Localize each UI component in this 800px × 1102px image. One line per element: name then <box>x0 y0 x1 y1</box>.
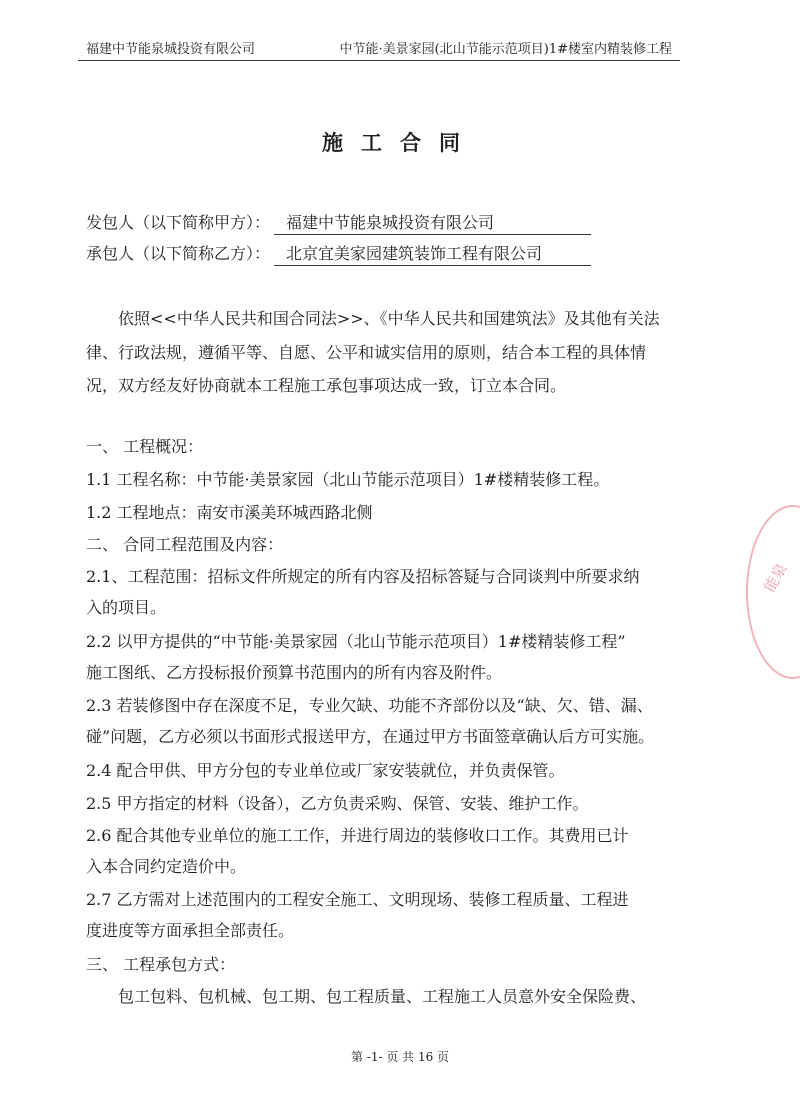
section-1-heading: 一、 工程概况： <box>86 437 204 456</box>
item-2-2-line-1: 2.2 以甲方提供的“中节能·美景家园（北山节能示范项目）1#楼精装修工程” <box>86 632 626 651</box>
item-2-1-line-1: 2.1、工程范围：招标文件所规定的所有内容及招标答疑与合同谈判中所要求纳 <box>86 567 640 586</box>
item-2-1-line-2: 入的项目。 <box>86 598 167 617</box>
preamble-line-1: 依照<<中华人民共和国合同法>>、《中华人民共和国建筑法》及其他有关法 <box>118 309 660 328</box>
item-2-5: 2.5 甲方指定的材料（设备），乙方负责采购、保管、安装、维护工作。 <box>86 794 589 813</box>
item-2-4: 2.4 配合甲供、甲方分包的专业单位或厂家安装就位，并负责保管。 <box>86 761 565 780</box>
item-2-2-line-2: 施工图纸、乙方投标报价预算书范围内的所有内容及附件。 <box>86 663 503 682</box>
page-number: 第 -1- 页 共 16 页 <box>350 1050 450 1064</box>
preamble-line-2: 律、行政法规，遵循平等、自愿、公平和诚实信用的原则，结合本工程的具体情 <box>86 343 647 362</box>
section-3-heading: 三、 工程承包方式： <box>86 955 236 974</box>
item-2-7-line-2: 度进度等方面承担全部责任。 <box>86 921 295 940</box>
header-divider <box>78 60 680 61</box>
section-2-heading: 二、 合同工程范围及内容： <box>86 535 284 554</box>
employer-label: 发包人（以下简称甲方）： <box>86 213 271 232</box>
employer-name: 福建中节能泉城投资有限公司 <box>274 212 591 235</box>
seal-text: 能泉 <box>760 560 791 596</box>
item-2-3-line-2: 碰”问题，乙方必须以书面形式报送甲方，在通过甲方书面签章确认后方可实施。 <box>86 727 655 746</box>
item-1-1: 1.1 工程名称：中节能·美景家园（北山节能示范项目）1#楼精装修工程。 <box>86 470 610 489</box>
employer-line <box>86 210 591 235</box>
header-company: 福建中节能泉城投资有限公司 <box>86 42 256 57</box>
contractor-line <box>86 241 591 266</box>
document-title: 施工合同 <box>322 130 478 155</box>
contractor-name: 北京宜美家园建筑装饰工程有限公司 <box>274 243 591 266</box>
item-2-7-line-1: 2.7 乙方需对上述范围内的工程安全施工、文明现场、装修工程质量、工程进 <box>86 890 629 909</box>
section-3-text: 包工包料、包机械、包工期、包工程质量、工程施工人员意外安全保险费、 <box>118 987 647 1006</box>
preamble-line-3: 况，双方经友好协商就本工程施工承包事项达成一致，订立本合同。 <box>86 376 567 395</box>
header-project: 中节能·美景家园(北山节能示范项目)1#楼室内精装修工程 <box>339 42 672 57</box>
item-2-6-line-2: 入本合同约定造价中。 <box>86 857 247 876</box>
item-1-2: 1.2 工程地点：南安市溪美环城西路北侧 <box>86 503 373 522</box>
item-2-3-line-1: 2.3 若装修图中存在深度不足，专业欠缺、功能不齐部份以及“缺、欠、错、漏、 <box>86 696 653 715</box>
contractor-label: 承包人（以下简称乙方）： <box>86 244 271 263</box>
company-seal <box>746 505 800 679</box>
item-2-6-line-1: 2.6 配合其他专业单位的施工工作，并进行周边的装修收口工作。其费用已计 <box>86 826 629 845</box>
